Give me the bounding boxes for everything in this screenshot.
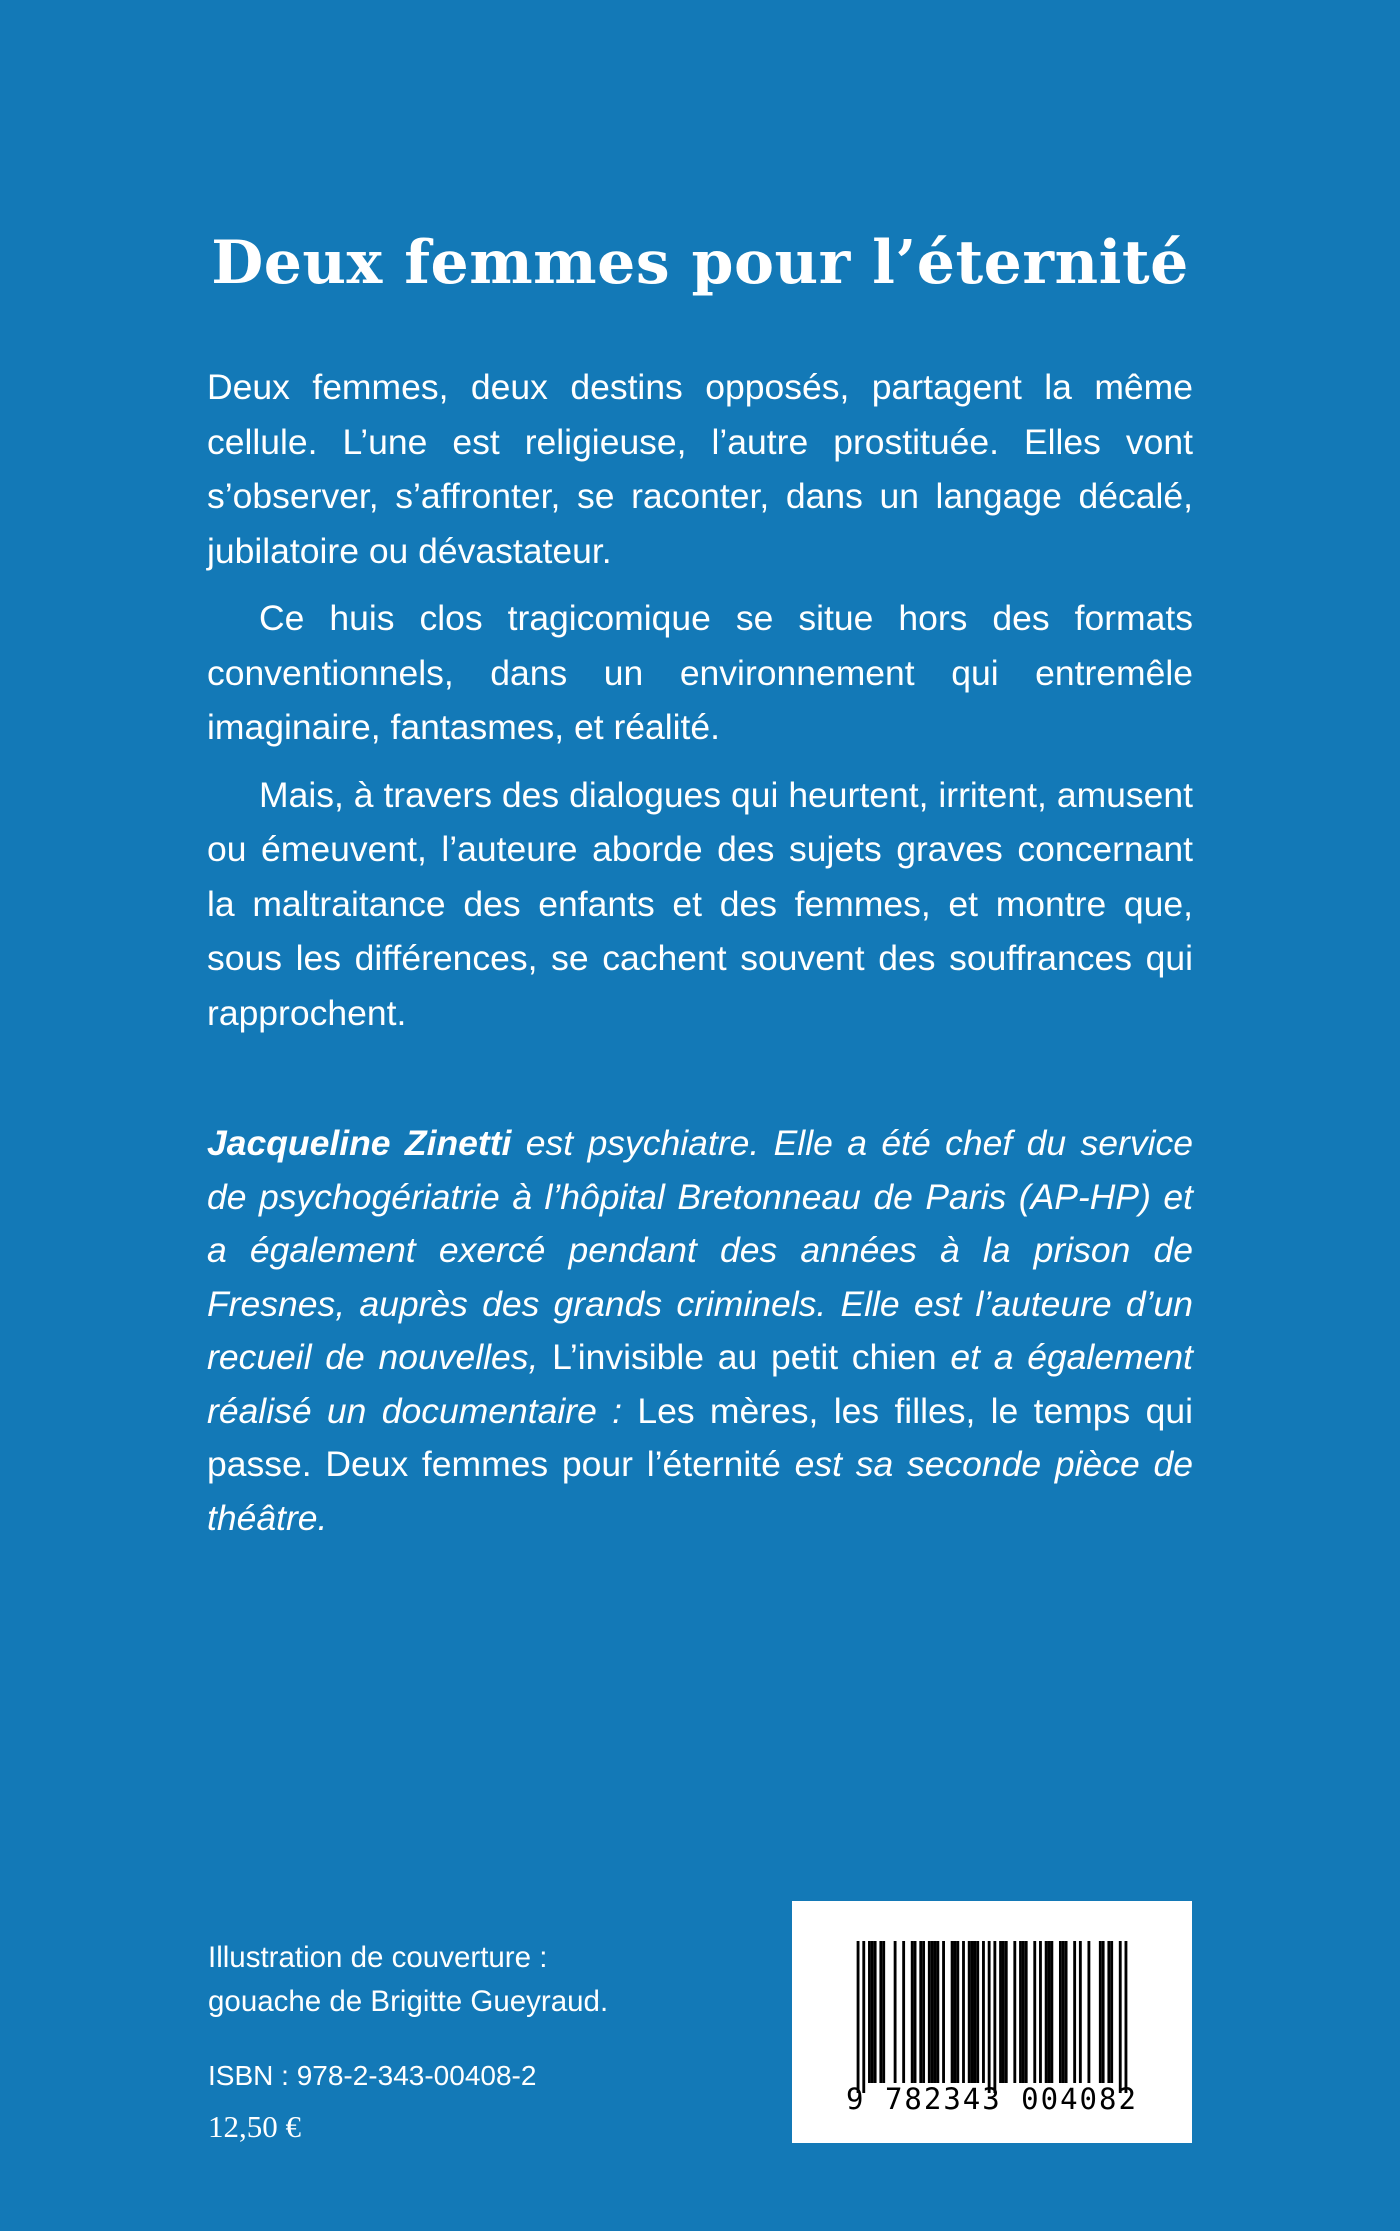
barcode-bar [956, 1941, 959, 2083]
bio-text-2: et a également réalisé un documentaire : [207, 1337, 1193, 1431]
barcode-bar [882, 1941, 885, 2083]
barcode-bar [1110, 1941, 1113, 2083]
barcode-bar [971, 1941, 974, 2083]
barcode-bar [976, 1941, 979, 2083]
blurb-paragraph-2: Ce huis clos tragicomique se situe hors des formats conventionnels, dans un environnement qui entremêle imaginaire, fantasmes, et réalité. [207, 598, 1193, 747]
barcode-bar [1013, 1941, 1016, 2083]
barcode-bar [1073, 1941, 1076, 2083]
bio-text-1: est psychiatre. Elle a été chef du service de psychogériatrie à l’hôpital Bretonneau de Paris (AP-HP) et a également exercé pendant des années à la prison de Fresnes, auprès des grands criminels. Elle est l’auteure d’un recueil de nouvelles, [207, 1123, 1193, 1377]
barcode-bar [1048, 1941, 1051, 2083]
price: 12,50 € [208, 2109, 301, 2144]
barcode-bar [919, 1941, 922, 2083]
barcode-bar [928, 1941, 931, 2083]
barcode-bar [1045, 1941, 1048, 2083]
bio-text-3: est sa seconde pièce de théâtre. [207, 1444, 1193, 1538]
barcode-bar [1099, 1941, 1102, 2083]
barcode-bar [911, 1941, 914, 2083]
blurb-paragraph-3: Mais, à travers des dialogues qui heurtent, irritent, amusent ou émeuvent, l’auteure aborde des sujets graves concernant la maltraitance des enfants et des femmes, et montre que, sous les différences, se cachent souvent des souffrances qui rapprochent. [207, 774, 1193, 1033]
barcode-bar [1025, 1941, 1028, 2083]
isbn: ISBN : 978-2-343-00408-2 [208, 2060, 537, 2091]
barcode-bar [999, 1941, 1002, 2083]
barcode-bar [936, 1941, 939, 2083]
barcode-bar [951, 1941, 954, 2083]
illustration-credit [208, 1936, 808, 2024]
barcode-bar [931, 1941, 934, 2083]
barcode-bar [1059, 1941, 1062, 2083]
bio-work-1: L’invisible au petit chien [552, 1337, 937, 1377]
barcode-bar [1050, 1941, 1053, 2083]
author-name: Jacqueline Zinetti [207, 1123, 512, 1163]
blurb [207, 360, 1193, 1053]
barcode-bar [973, 1941, 976, 2083]
barcode-bar [1019, 1941, 1022, 2083]
author-bio [207, 1117, 1193, 1545]
barcode-bar [857, 1941, 860, 2093]
barcode-bar [1102, 1941, 1105, 2083]
barcode-bar [1065, 1941, 1068, 2083]
barcode-bar [879, 1941, 882, 2083]
credit-line-1: Illustration de couverture : [208, 1941, 548, 1974]
barcode-bar [1033, 1941, 1036, 2083]
barcode-bar [982, 1941, 985, 2083]
bio-separator [312, 1444, 326, 1484]
barcode-bar [1062, 1941, 1065, 2083]
barcode-bar [1119, 1941, 1122, 2093]
barcode-bar [988, 1941, 991, 2093]
barcode-bar [942, 1941, 945, 2083]
barcode-bar [1107, 1941, 1110, 2083]
book-title: Deux femmes pour l’éternité [211, 228, 1189, 298]
barcode-bar [934, 1941, 937, 2083]
barcode-bar [922, 1941, 925, 2083]
credit-line-2: gouache de Brigitte Gueyraud. [208, 1985, 609, 2018]
barcode-bar [1022, 1941, 1025, 2083]
barcode-bar [1002, 1941, 1005, 2083]
barcode-bar [1125, 1941, 1128, 2093]
barcode-bar [954, 1941, 957, 2083]
barcode-bar [1039, 1941, 1042, 2083]
barcode-digits: 9 782343 004082 [846, 2082, 1138, 2116]
barcode-bar [874, 1941, 877, 2083]
barcode-bar [1087, 1941, 1090, 2083]
barcode-bar [862, 1941, 865, 2093]
bio-work-2: Les mères, les filles, le temps qui passe. [207, 1390, 1193, 1484]
barcode [792, 1901, 1192, 2143]
barcode-bar [868, 1941, 871, 2083]
barcode-bar [1079, 1941, 1082, 2083]
barcode-bar [968, 1941, 971, 2083]
barcode-bar [993, 1941, 996, 2093]
barcode-bar [894, 1941, 897, 2083]
barcode-bar [914, 1941, 917, 2083]
blurb-paragraph-1: Deux femmes, deux destins opposés, partagent la même cellule. L’une est religieuse, l’autre prostituée. Elles vont s’observer, s’affronter, se raconter, dans un langage décalé, jubilatoire ou dévastateur. [207, 367, 1193, 571]
bio-work-3: Deux femmes pour l’éternité [325, 1444, 781, 1484]
barcode-bar [1005, 1941, 1008, 2083]
barcode-bar [962, 1941, 965, 2083]
barcode-bar [871, 1941, 874, 2083]
barcode-bar [902, 1941, 905, 2083]
